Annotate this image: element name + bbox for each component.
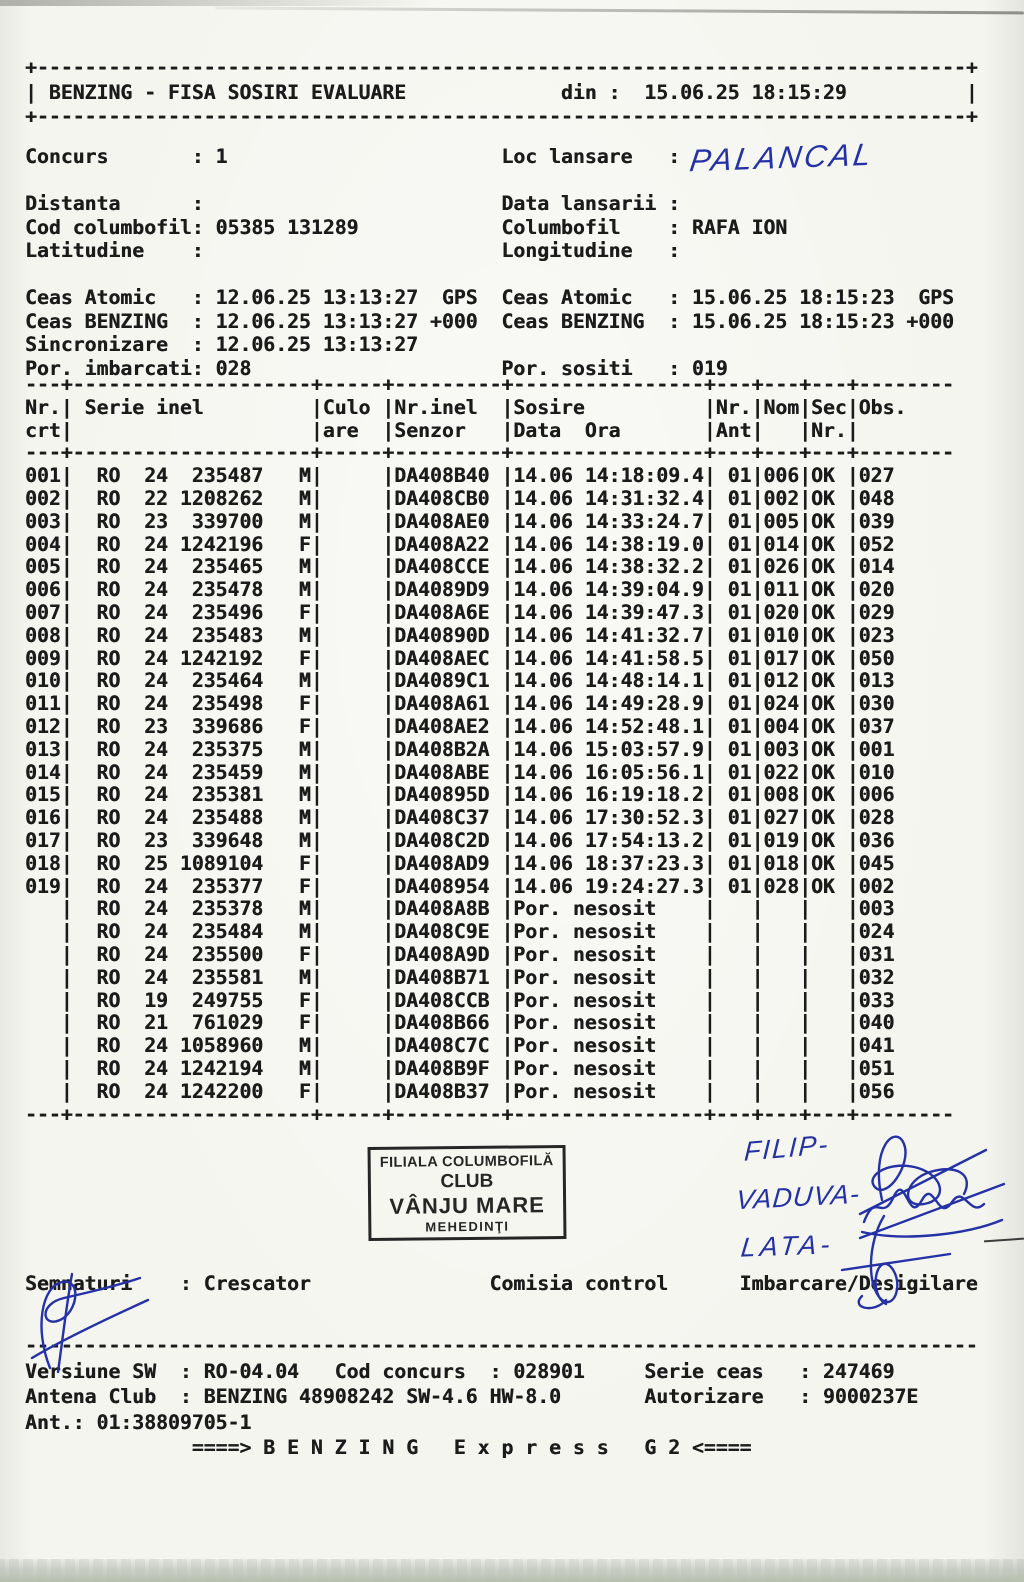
table-row: | RO 24 235484 M| |DA408C9E |Por. nesosit | | | |024 xyxy=(25,920,954,944)
signature-scribble-crescator xyxy=(20,1268,156,1376)
info-section xyxy=(25,145,954,380)
title-box xyxy=(25,56,978,130)
scan-artifact-top-left xyxy=(0,0,1024,6)
table-row: | RO 24 1242200 F| |DA408B37 |Por. nesosit | | | |056 xyxy=(25,1079,954,1103)
footer-line: Versiune SW : RO-04.04 Cod concurs : 028901 Serie ceas : 247469 xyxy=(25,1359,895,1383)
info-line: Cod columbofil: 05385 131289 Columbofil : RAFA ION xyxy=(25,215,788,239)
table-row: | RO 19 249755 F| |DA408CCB |Por. nesosit | | | |033 xyxy=(25,988,954,1012)
table-row: | RO 24 1058960 M| |DA408C7C |Por. nesosit | | | |041 xyxy=(25,1034,954,1058)
table-row: 014| RO 24 235459 M| |DA408ABE |14.06 16:05:56.1| 01|022|OK |010 xyxy=(25,760,954,784)
signature-scribble-lata xyxy=(826,1208,956,1312)
table-row: 006| RO 24 235478 M| |DA4089D9 |14.06 14:39:04.9| 01|011|OK |020 xyxy=(25,578,954,602)
scan-artifact-bottom-strip xyxy=(0,1559,1024,1582)
table-row: 007| RO 24 235496 F| |DA408A6E |14.06 14:39:47.3| 01|020|OK |029 xyxy=(25,600,954,624)
title-box-line: +------------------------------------------------------------------------------+ xyxy=(25,105,978,128)
footer-section xyxy=(25,1333,978,1461)
handwritten-loc-lansare: PALANCAL xyxy=(687,136,877,179)
table-row: 010| RO 24 235464 M| |DA4089C1 |14.06 14:48:14.1| 01|012|OK |013 xyxy=(25,669,954,693)
table-row: 009| RO 24 1242192 F| |DA408AEC |14.06 14:41:58.5| 01|017|OK |050 xyxy=(25,646,954,670)
handwritten-name-filip: FILIP- xyxy=(743,1129,831,1167)
info-line: Sincronizare : 12.06.25 13:13:27 xyxy=(25,333,419,356)
table-row: 012| RO 23 339686 F| |DA408AE2 |14.06 14:52:48.1| 01|004|OK |037 xyxy=(25,714,954,738)
footer-line: ====> B E N Z I N G E x p r e s s G 2 <==== xyxy=(25,1436,752,1459)
table-row: crt| |are |Senzor |Data Ora |Ant| |Nr.| xyxy=(25,418,859,442)
table-row: 008| RO 24 235483 M| |DA40890D |14.06 14:41:32.7| 01|010|OK |023 xyxy=(25,623,954,647)
info-line: Latitudine : Longitudine : xyxy=(25,239,692,262)
stamp-line-club: CLUB xyxy=(440,1170,494,1193)
table-row: | RO 24 1242194 M| |DA408B9F |Por. nesosit | | | |051 xyxy=(25,1056,954,1080)
scan-artifact-top-line xyxy=(215,7,1024,15)
table-row: 017| RO 23 339648 M| |DA408C2D |14.06 17:54:13.2| 01|019|OK |036 xyxy=(25,828,954,852)
info-line: Por. imbarcati: 028 Por. sositi : 019 xyxy=(25,356,728,380)
handwritten-name-lata: LATA- xyxy=(739,1229,836,1263)
title-box-line: +------------------------------------------------------------------------------+ xyxy=(25,56,978,79)
signature-line: Semnaturi : Crescator Comisia control Imbarcare/Desigilare xyxy=(25,1272,978,1295)
info-line: Concurs : 1 Loc lansare : xyxy=(25,145,692,168)
footer-line: Antena Club : BENZING 48908242 SW-4.6 HW-8.0 Autorizare : 9000237E xyxy=(25,1385,919,1408)
table-row: Nr.| Serie inel |Culo |Nr.inel |Sosire |Nr.|Nom|Sec|Obs. xyxy=(25,395,907,419)
table-row: ---+--------------------+-----+---------+----------------+---+---+---+-------- xyxy=(25,1102,954,1126)
table-row: 001| RO 24 235487 M| |DA408B40 |14.06 14:18:09.4| 01|006|OK |027 xyxy=(25,464,954,488)
footer-line: -------------------------------------------------------------------------------- xyxy=(25,1334,978,1357)
table-row: 003| RO 23 339700 M| |DA408AE0 |14.06 14:33:24.7| 01|005|OK |039 xyxy=(25,509,954,533)
info-line xyxy=(25,263,954,287)
table-row: 002| RO 22 1208262 M| |DA408CB0 |14.06 14:31:32.4| 01|002|OK |048 xyxy=(25,486,954,510)
info-line: Distanta : Data lansarii : xyxy=(25,192,692,215)
info-line: Ceas BENZING : 12.06.25 13:13:27 +000 Ceas BENZING : 15.06.25 18:15:23 +000 xyxy=(25,309,954,333)
table-row: ---+--------------------+-----+---------+----------------+---+---+---+-------- xyxy=(25,373,954,396)
table-row: ---+--------------------+-----+---------+----------------+---+---+---+-------- xyxy=(25,441,954,465)
table-row: 016| RO 24 235488 M| |DA408C37 |14.06 17:30:52.3| 01|027|OK |028 xyxy=(25,806,954,830)
stamp-line-county: MEHEDINŢI xyxy=(425,1218,510,1235)
table-row: 015| RO 24 235381 M| |DA40895D |14.06 16:19:18.2| 01|008|OK |006 xyxy=(25,783,954,807)
handwritten-name-vaduva: VADUVA- xyxy=(734,1178,862,1216)
table-row: 013| RO 24 235375 M| |DA408B2A |14.06 15:03:57.9| 01|003|OK |001 xyxy=(25,737,954,761)
table-row: | RO 24 235500 F| |DA408A9D |Por. nesosit | | | |031 xyxy=(25,942,954,966)
table-row: | RO 24 235581 M| |DA408B71 |Por. nesosit | | | |032 xyxy=(25,965,954,989)
stamp-line-filiala: FILIALA COLUMBOFILĂ xyxy=(379,1153,554,1171)
stamp-line-city: VÂNJU MARE xyxy=(389,1192,545,1219)
club-stamp xyxy=(368,1145,567,1241)
table-row: 018| RO 25 1089104 F| |DA408AD9 |14.06 18:37:23.3| 01|018|OK |045 xyxy=(25,851,954,875)
table-row: | RO 21 761029 F| |DA408B66 |Por. nesosit | | | |040 xyxy=(25,1011,954,1035)
title-box-line: | BENZING - FISA SOSIRI EVALUARE din : 15.06.25 18:15:29 | xyxy=(25,80,978,104)
arrivals-table xyxy=(25,374,954,1126)
table-row: 004| RO 24 1242196 F| |DA408A22 |14.06 14:38:19.0| 01|014|OK |052 xyxy=(25,532,954,556)
table-row: 019| RO 24 235377 F| |DA408954 |14.06 19:24:27.3| 01|028|OK |002 xyxy=(25,874,954,898)
footer-line: Ant.: 01:38809705-1 xyxy=(25,1410,252,1434)
info-line: Ceas Atomic : 12.06.25 13:13:27 GPS Ceas Atomic : 15.06.25 18:15:23 GPS xyxy=(25,286,954,309)
table-row: 005| RO 24 235465 M| |DA408CCE |14.06 14:38:32.2| 01|026|OK |014 xyxy=(25,555,954,579)
table-row: | RO 24 235378 M| |DA408A8B |Por. nesosit | | | |003 xyxy=(25,897,954,921)
table-row: 011| RO 24 235498 F| |DA408A61 |14.06 14:49:28.9| 01|024|OK |030 xyxy=(25,692,954,716)
